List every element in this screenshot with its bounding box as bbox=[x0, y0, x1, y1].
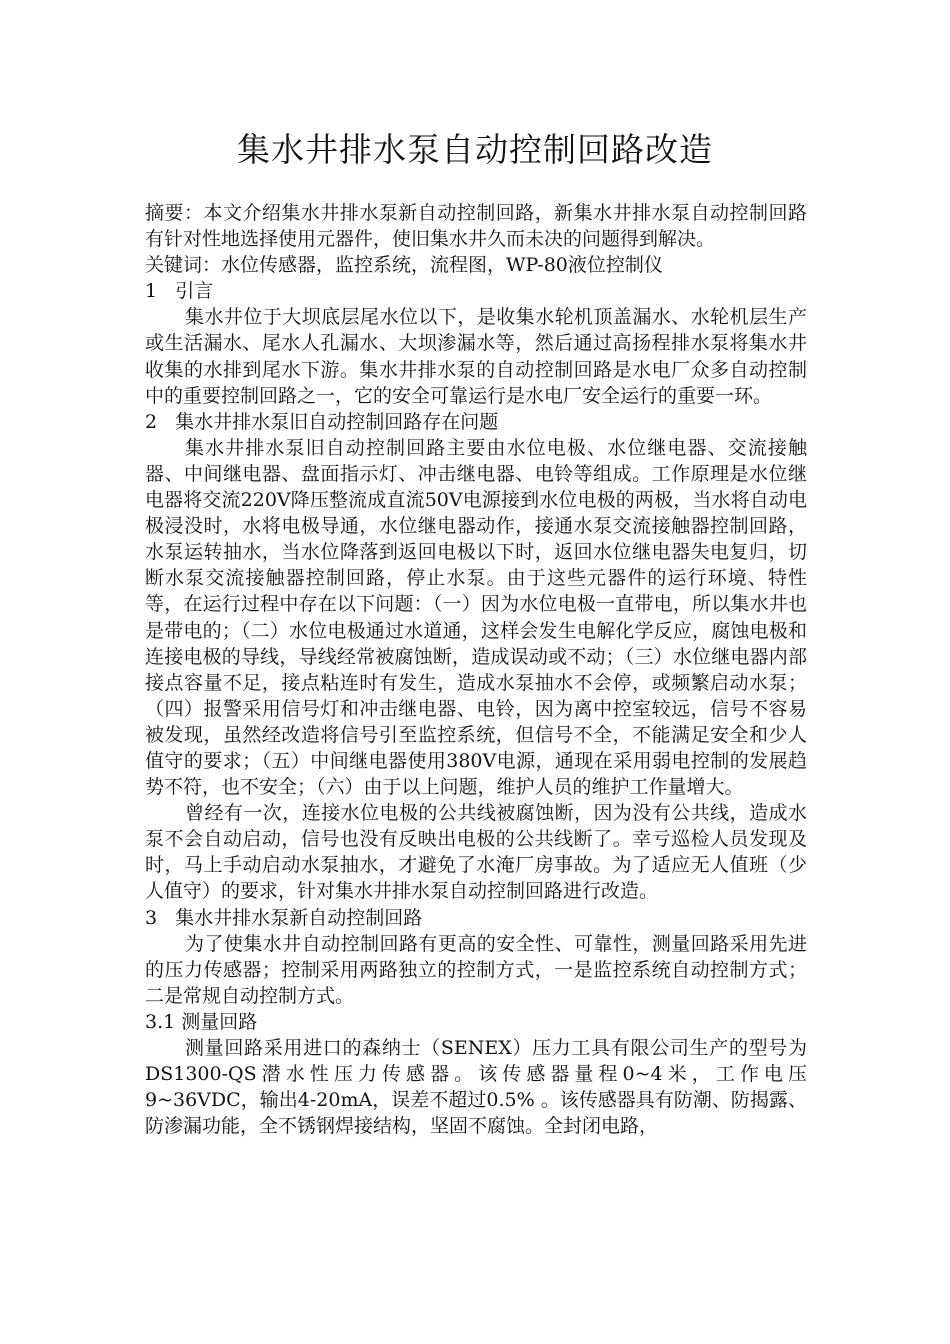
section-heading-measurement-circuit: 3.1 测量回路 bbox=[145, 1010, 258, 1033]
section-heading-new-circuit: 3 集水井排水泵新自动控制回路 bbox=[145, 906, 423, 929]
body-paragraph: 为了使集水井自动控制回路有更高的安全性、可靠性，测量回路采用先进的压力传感器；控制采用两路独立的控制方式，一是监控系统自动控制方式；二是常规自动控制方式。 bbox=[145, 932, 807, 1007]
section-heading-old-circuit-problems: 2 集水井排水泵旧自动控制回路存在问题 bbox=[145, 410, 499, 433]
document-body bbox=[145, 200, 807, 1139]
body-paragraph: 集水井位于大坝底层尾水位以下，是收集水轮机顶盖漏水、水轮机层生产或生活漏水、尾水人孔漏水、大坝渗漏水等，然后通过高扬程排水泵将集水井收集的水排到尾水下游。集水井排水泵的自动控制回路是水电厂众多自动控制中的重要控制回路之一，它的安全可靠运行是水电厂安全运行的重要一环。 bbox=[145, 306, 807, 407]
keywords-line: 关键词：水位传感器，监控系统，流程图，WP-80液位控制仪 bbox=[145, 254, 663, 277]
abstract-paragraph: 摘要：本文介绍集水井排水泵新自动控制回路，新集水井排水泵自动控制回路有针对性地选择使用元器件，使旧集水井久而未决的问题得到解决。 bbox=[145, 202, 807, 251]
section-heading-introduction: 1 引言 bbox=[145, 280, 214, 303]
body-paragraph: 曾经有一次，连接水位电极的公共线被腐蚀断，因为没有公共线，造成水泵不会自动启动，信号也没有反映出电极的公共线断了。幸亏巡检人员发现及时，马上手动启动水泵抽水，才避免了水淹厂房事故。为了适应无人值班（少人值守）的要求，针对集水井排水泵自动控制回路进行改造。 bbox=[145, 802, 807, 903]
body-paragraph: 测量回路采用进口的森纳士（SENEX）压力工具有限公司生产的型号为DS1300-QS潜水性压力传感器。该传感器量程0~4米，工作电压9~36VDC，输出4-20mA，误差不超过0.5% 。该传感器具有防潮、防揭露、防渗漏功能，全不锈钢焊接结构，坚固不腐蚀。全封闭电路， bbox=[145, 1037, 807, 1138]
body-paragraph: 集水井排水泵旧自动控制回路主要由水位电极、水位继电器、交流接触器、中间继电器、盘面指示灯、冲击继电器、电铃等组成。工作原理是水位继电器将交流220V降压整流成直流50V电源接到水位电极的两极，当水将自动电极浸没时，水将电极导通，水位继电器动作，接通水泵交流接触器控制回路，水泵运转抽水，当水位降落到返回电极以下时，返回水位继电器失电复归，切断水泵交流接触器控制回路，停止水泵。由于这些元器件的运行环境、特性等，在运行过程中存在以下问题：（一）因为水位电极一直带电，所以集水井也是带电的；（二）水位电极通过水道通，这样会发生电解化学反应，腐蚀电极和连接电极的导线，导线经常被腐蚀断，造成误动或不动；（三）水位继电器内部接点容量不足，接点粘连时有发生，造成水泵抽水不会停，或频繁启动水泵；（四）报警采用信号灯和冲击继电器、电铃，因为离中控室较远，信号不容易被发现，虽然经改造将信号引至监控系统，但信号不全，不能满足安全和少人值守的要求；（五）中间继电器使用380V电源，通现在采用弱电控制的发展趋势不符，也不安全；（六）由于以上问题，维护人员的维护工作量增大。 bbox=[145, 436, 807, 799]
document-title: 集水井排水泵自动控制回路改造 bbox=[237, 130, 713, 169]
